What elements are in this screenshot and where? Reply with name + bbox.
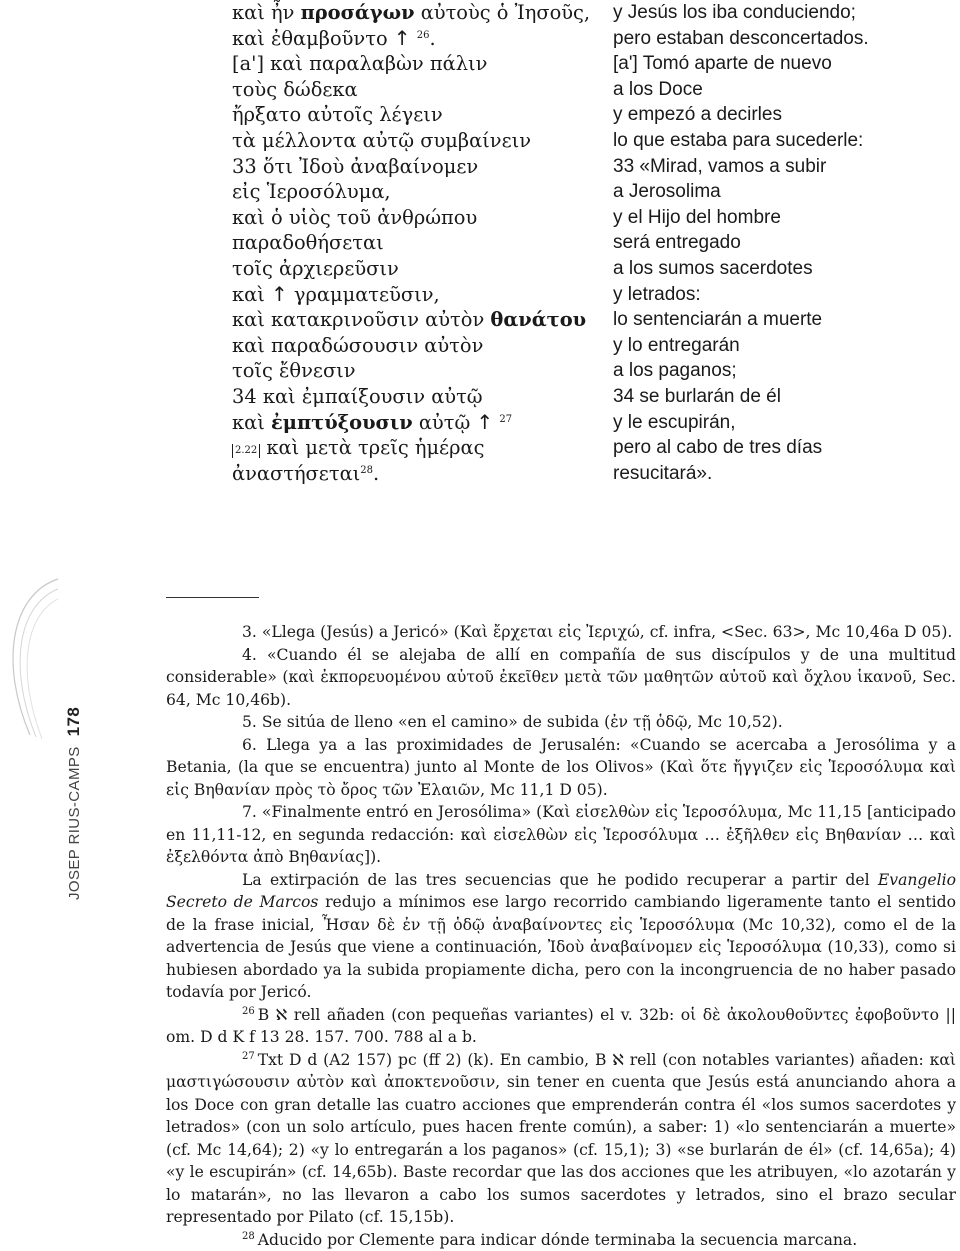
- notes-section: [166, 621, 956, 1251]
- greek-line: 34 καὶ ἐμπαίξουσιν αὐτῷ: [232, 384, 592, 410]
- greek-text: αὐτῷ: [413, 411, 477, 434]
- spanish-line: pero al cabo de tres días: [613, 435, 953, 461]
- spanish-line: pero estaban desconcertados.: [613, 26, 953, 52]
- note-item: 7. «Finalmente entró en Jerosólima» (Καὶ εἰσελθὼν εἰς Ἱεροσόλυμα, Mc 11,15 [anticipado en 11,11-12, en segunda redacción: καὶ εἰσελθὼν εἰς Ἱεροσόλυμα … ἐξῆλθεν εἰς Βηθανίαν … καὶ ἐξελθόντα ἀπὸ Βηθανίας]).: [166, 801, 956, 869]
- greek-text-column: [232, 0, 592, 486]
- spanish-line: y letrados:: [613, 282, 953, 308]
- greek-text: καὶ: [232, 411, 271, 434]
- greek-line: εἰς Ἱεροσόλυμα,: [232, 179, 592, 205]
- footnote-number: 27: [242, 1051, 255, 1062]
- spanish-line: [a'] Tomó aparte de nuevo: [613, 51, 953, 77]
- body-text: redujo a mínimos ese largo recorrido cambiando ligeramente tanto el sentido de la frase inicial, Ἦσαν δὲ ἐν τῇ ὁδῷ ἀναβαίνοντες εἰς Ἱεροσόλυμα (Mc 10,32), como el de la advertencia de Jesús que viene a continuación, Ἰδοὺ ἀναβαίνομεν εἰς Ἱεροσόλυμα (10,33), como si hubiesen abordado ya la subida propiamente dicha, pero con la incongruencia de no haber pasado todavía por Jericó.: [166, 893, 956, 1001]
- greek-text: καὶ ἦν: [232, 1, 301, 24]
- footnote-ref: 27: [499, 414, 512, 425]
- greek-text: ἀναστήσεται: [232, 462, 360, 485]
- up-arrow-icon: ↑: [271, 282, 288, 306]
- note-item: 6. Llega ya a las proximidades de Jerusalén: «Cuando se acercaba a Jerosólima y a Betania, (la que se encuentra) junto al Monte de los Olivos» (Καὶ ὅτε ἤγγιζεν εἰς Ἱεροσόλυμα καὶ εἰς Βηθανίαν πρὸς τὸ ὄρος τῶν Ἐλαιῶν, Mc 11,1 D 05).: [166, 734, 956, 802]
- book-title: Evangelio Secreto de Marcos: [166, 871, 956, 912]
- note-item: 4. «Cuando él se alejaba de allí en compañía de sus discípulos y de una multitud considerable» (καὶ ἐκπορευομένου αὐτοῦ ἐκεῖθεν μετὰ τῶν μαθητῶν αὐτοῦ καὶ ὄχλου ἱκανοῦ, Sec. 64, Mc 10,46b).: [166, 644, 956, 712]
- footnote-separator: [166, 597, 259, 598]
- greek-line: παραδοθήσεται: [232, 230, 592, 256]
- spanish-text-column: [613, 0, 953, 486]
- greek-text: γραμματεῦσιν,: [288, 283, 440, 306]
- greek-text: καὶ μετὰ τρεῖς ἡμέρας: [260, 436, 484, 459]
- greek-line: τὰ μέλλοντα αὐτῷ συμβαίνειν: [232, 128, 592, 154]
- greek-line: τοῖς ἔθνεσιν: [232, 358, 592, 384]
- footnote-number: 26: [242, 1006, 255, 1017]
- greek-line: [232, 461, 592, 487]
- body-text: La extirpación de las tres secuencias que he podido recuperar a partir del: [242, 871, 878, 889]
- footnote-28: [166, 1229, 956, 1251]
- sidebar-rotated-text: [64, 707, 84, 900]
- spanish-line: y lo entregarán: [613, 333, 953, 359]
- greek-line: [232, 282, 592, 308]
- greek-bold-word: προσάγων: [301, 1, 415, 24]
- spanish-line: será entregado: [613, 230, 953, 256]
- line-marker-box: 2.22: [232, 444, 260, 458]
- greek-bold-word: ἐμπτύξουσιν: [271, 411, 413, 434]
- greek-line: τοὺς δώδεκα: [232, 77, 592, 103]
- spanish-line: 33 «Mirad, vamos a subir: [613, 154, 953, 180]
- footnote-ref: 28: [360, 465, 373, 476]
- greek-line: τοῖς ἀρχιερεῦσιν: [232, 256, 592, 282]
- greek-line: 33 ὅτι Ἰδοὺ ἀναβαίνομεν: [232, 154, 592, 180]
- greek-line: καὶ ὁ υἱὸς τοῦ ἀνθρώπου: [232, 205, 592, 231]
- up-arrow-icon: ↑: [476, 410, 493, 434]
- decorative-arc-watermark: [0, 575, 60, 745]
- up-arrow-icon: ↑: [394, 26, 411, 50]
- spanish-line: y le escupirán,: [613, 410, 953, 436]
- greek-line: [232, 0, 592, 26]
- greek-line: [232, 307, 592, 333]
- greek-line: [a'] καὶ παραλαβὼν πάλιν: [232, 51, 592, 77]
- footnote-text: Aducido por Clemente para indicar dónde terminaba la secuencia marcana.: [258, 1231, 857, 1249]
- footnote-text: B ℵ rell añaden (con pequeñas variantes) el v. 32b: οἱ δὲ ἀκολουθοῦντες ἐφοβοῦντο || om. D d K f 13 28. 157. 700. 788 al a b.: [166, 1006, 956, 1047]
- spanish-line: a los Doce: [613, 77, 953, 103]
- spanish-line: a los paganos;: [613, 358, 953, 384]
- footnote-27: [166, 1049, 956, 1229]
- greek-line: καὶ ἐθαμβοῦντο ↑ $^{26}$.: [232, 26, 592, 52]
- author-name: JOSEP RIUS-CAMPS: [66, 746, 83, 900]
- spanish-line: a Jerosolima: [613, 179, 953, 205]
- greek-line: [232, 435, 592, 461]
- running-sidebar: [64, 660, 104, 900]
- footnote-ref: 26: [417, 30, 430, 41]
- greek-text: καὶ: [232, 283, 271, 306]
- page-number: 178: [64, 707, 83, 737]
- greek-text: καὶ κατακρινοῦσιν αὐτὸν: [232, 308, 490, 331]
- greek-text: καὶ ἐθαμβοῦντο: [232, 27, 394, 50]
- greek-text: αὐτοὺς ὁ Ἰησοῦς,: [415, 1, 591, 24]
- spanish-line: resucitará».: [613, 461, 953, 487]
- greek-text: .: [373, 462, 379, 485]
- note-item: 5. Se sitúa de lleno «en el camino» de subida (ἐν τῇ ὁδῷ, Mc 10,52).: [166, 711, 956, 734]
- greek-line: ἤρξατο αὐτοῖς λέγειν: [232, 102, 592, 128]
- footnote-text: Txt D d (A2 157) pc (ff 2) (k). En cambio, B ℵ rell (con notables variantes) añaden: καὶ μαστιγώσουσιν αὐτὸν καὶ ἀποκτενοῦσιν, sin tener en cuenta que Jesús está anunciando ahora a los Doce con gran detalle las cuatro acciones que emprenderán contra él «los sumos sacerdotes y letrados» (con un solo artículo, pues hacen frente común), a saber: 1) «lo sentenciarán a muerte» (cf. Mc 14,64); 2) «y lo entregarán a los paganos» (cf. 15,1); 3) «se burlarán de él» (cf. 14,65a); 4) «y le escupirán» (cf. 14,65b). Baste recordar que las dos acciones que les atribuyen, «lo azotarán y lo matarán», no las llevaron a cabo los sumos sacerdotes y letrados, sino el brazo secular representado por Pilato (cf. 15,15b).: [166, 1051, 956, 1227]
- spanish-line: y Jesús los iba conduciendo;: [613, 0, 953, 26]
- spanish-line: lo que estaba para sucederle:: [613, 128, 953, 154]
- spanish-line: y el Hijo del hombre: [613, 205, 953, 231]
- spanish-line: lo sentenciarán a muerte: [613, 307, 953, 333]
- footnote-26: [166, 1004, 956, 1049]
- greek-bold-word: θανάτου: [490, 308, 586, 331]
- spanish-line: y empezó a decirles: [613, 102, 953, 128]
- greek-line: [232, 410, 592, 436]
- body-paragraph: [166, 869, 956, 1004]
- greek-line: καὶ παραδώσουσιν αὐτὸν: [232, 333, 592, 359]
- footnote-number: 28: [242, 1231, 255, 1242]
- spanish-line: a los sumos sacerdotes: [613, 256, 953, 282]
- note-item: 3. «Llega (Jesús) a Jericó» (Καὶ ἔρχεται εἰς Ἰεριχώ, cf. infra, <Sec. 63>, Mc 10,46a D 05).: [166, 621, 956, 644]
- spanish-line: 34 se burlarán de él: [613, 384, 953, 410]
